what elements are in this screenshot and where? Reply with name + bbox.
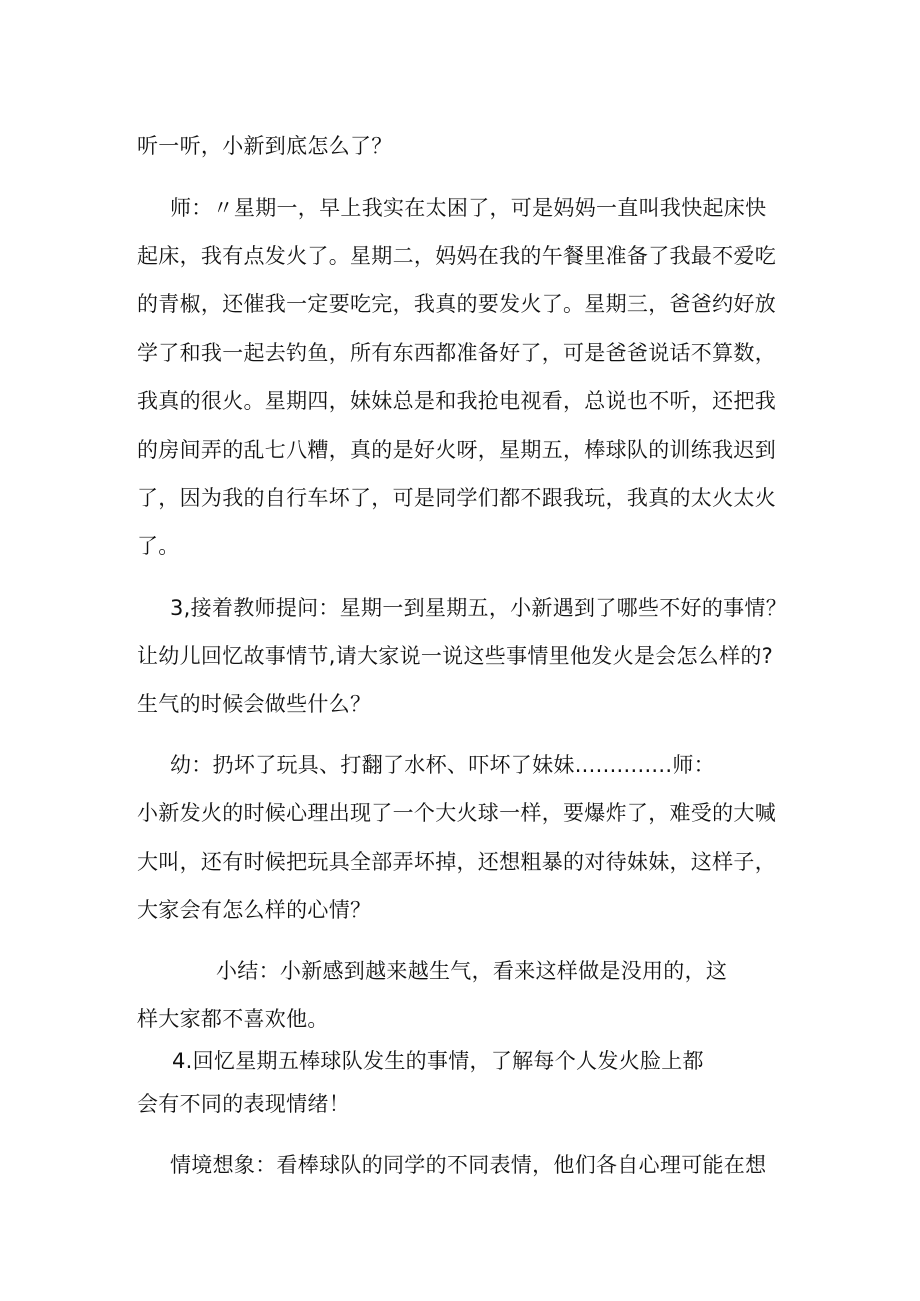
text-line: 听一听，小新到底怎么了？ xyxy=(137,134,393,158)
text-line: 了。 xyxy=(137,534,180,558)
text-line: 3,接着教师提问：星期一到星期五，小新遇到了哪些不好的事情？ xyxy=(170,596,788,620)
text-line: 情境想象：看棒球队的同学的不同表情，他们各自心理可能在想 xyxy=(170,1153,767,1177)
text-line: 会有不同的表现情绪！ xyxy=(137,1092,350,1116)
text-line: 起床，我有点发火了。星期二，妈妈在我的午餐里准备了我最不爱吃 xyxy=(137,244,776,268)
text-line: 的青椒，还催我一定要吃完，我真的要发火了。星期三，爸爸约好放 xyxy=(137,292,776,316)
text-line: 小新发火的时候心理出现了一个大火球一样，要爆炸了，难受的大喊 xyxy=(137,801,776,825)
text-line: 学了和我一起去钓鱼，所有东西都准备好了，可是爸爸说话不算数， xyxy=(137,341,776,365)
text-line: 大家会有怎么样的心情？ xyxy=(137,898,372,922)
text-line: 让幼儿回忆故事情节,请大家说一说这些事情里他发火是会怎么样的? xyxy=(137,644,774,668)
text-line: 我真的很火。星期四，妹妹总是和我抢电视看，总说也不听，还把我 xyxy=(137,389,776,413)
text-line: 大叫，还有时候把玩具全部弄坏掉，还想粗暴的对待妹妹，这样子， xyxy=(137,850,776,874)
text-line: 了，因为我的自行车坏了，可是同学们都不跟我玩，我真的太火太火 xyxy=(137,486,776,510)
text-line: 样大家都不喜欢他。 xyxy=(137,1007,329,1031)
text-line: 的房间弄的乱七八糟，真的是好火呀，星期五，棒球队的训练我迟到 xyxy=(137,438,776,462)
text-line: 生气的时候会做些什么？ xyxy=(137,692,372,716)
text-line: 幼：扔坏了玩具、打翻了水杯、吓坏了妹妹..............师： xyxy=(170,753,715,777)
text-line: 4.回忆星期五棒球队发生的事情，了解每个人发火脸上都 xyxy=(172,1049,704,1073)
text-line: 小结：小新感到越来越生气，看来这样做是没用的，这 xyxy=(216,959,728,983)
text-line: 师：〃星期一，早上我实在太困了，可是妈妈一直叫我快起床快 xyxy=(170,196,767,220)
